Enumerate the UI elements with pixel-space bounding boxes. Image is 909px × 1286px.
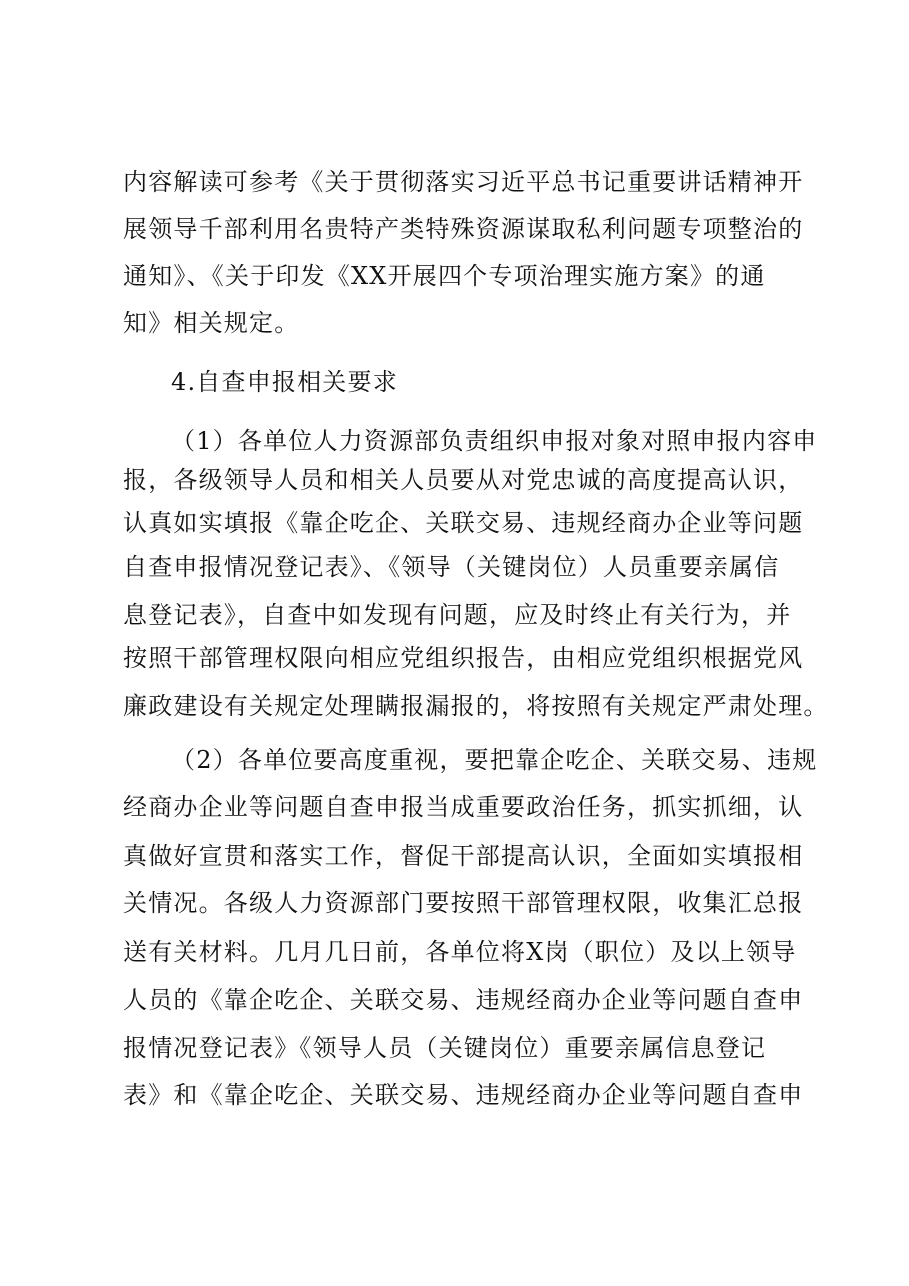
- text-line: 息登记表》，自查中如发现有问题，应及时终止有关行为，并: [123, 601, 792, 629]
- text-line: 展领导千部利用名贵特产类特殊资源谋取私利问题专项整治的: [123, 215, 804, 243]
- text-line: （2）各单位要高度重视，要把靠企吃企、关联交易、违规: [171, 746, 818, 774]
- text-line: 知》相关规定。: [123, 309, 300, 337]
- text-line: 关情况。各级人力资源部门要按照干部管理权限，收集汇总报: [123, 889, 804, 917]
- text-line: 人员的《靠企吃企、关联交易、违规经商办企业等问题自查申: [123, 986, 804, 1014]
- text-line: 真做好宣贯和落实工作，督促干部提高认识，全面如实填报相: [123, 842, 804, 870]
- text-line: 通知》、《关于印发《XX开展四个专项治理实施方案》的通: [123, 262, 766, 290]
- text-line: 按照干部管理权限向相应党组织报告，由相应党组织根据党风: [123, 644, 804, 672]
- text-line: 报，各级领导人员和相关人员要从对党忠诚的高度提高认识，: [123, 466, 804, 494]
- text-line: 内容解读可参考《关于贯彻落实习近平总书记重要讲话精神开: [123, 168, 804, 196]
- text-line: 自查申报情况登记表》、《领导（关键岗位）人员重要亲属信: [123, 553, 780, 581]
- text-line: 报情况登记表》《领导人员（关键岗位）重要亲属信息登记: [123, 1034, 767, 1062]
- text-line: 认真如实填报《靠企吃企、关联交易、违规经商办企业等问题: [123, 509, 804, 537]
- text-line: 经商办企业等问题自查申报当成重要政治任务，抓实抓细，认: [123, 793, 804, 821]
- section-heading: 4.自查申报相关要求: [171, 368, 398, 396]
- text-line: 廉政建设有关规定处理瞒报漏报的，将按照有关规定严肃处理。: [123, 692, 829, 720]
- text-line: 送有关材料。几月几日前，各单位将X岗（职位）及以上领导: [123, 938, 797, 966]
- text-line: （1）各单位人力资源部负责组织申报对象对照申报内容申: [171, 427, 818, 455]
- text-line: 表》和《靠企吃企、关联交易、违规经商办企业等问题自查申: [123, 1081, 804, 1109]
